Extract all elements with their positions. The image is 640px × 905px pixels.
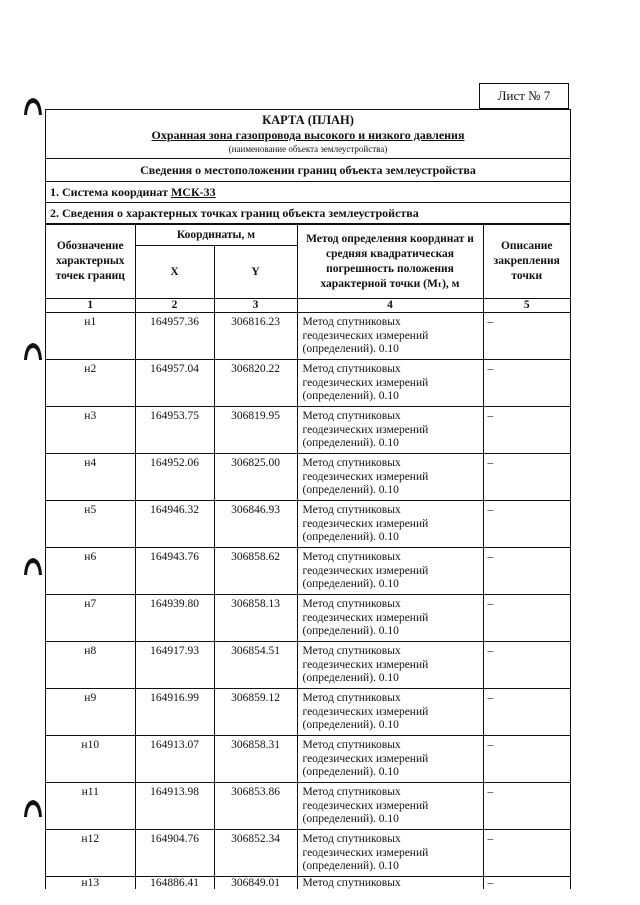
point-x: 164917.93 <box>135 642 214 689</box>
point-y: 306858.31 <box>214 736 297 783</box>
point-name: н12 <box>46 830 135 877</box>
column-number: 2 <box>135 299 214 313</box>
point-name: н11 <box>46 783 135 830</box>
point-description: – <box>483 548 570 595</box>
point-method: Метод спутниковых <box>297 877 483 890</box>
method-line: геодезических измерений <box>302 329 429 342</box>
method-line: геодезических измерений <box>302 611 429 624</box>
point-method <box>297 548 483 595</box>
method-line: Метод спутниковых <box>302 739 401 751</box>
column-number: 3 <box>214 299 297 313</box>
method-line: геодезических измерений <box>302 705 429 718</box>
method-line: геодезических измерений <box>302 752 429 765</box>
point-description: – <box>483 595 570 642</box>
coord-system-row <box>46 182 570 203</box>
method-line: Метод спутниковых <box>302 551 401 563</box>
point-name: н1 <box>46 313 135 360</box>
table-row <box>46 454 570 501</box>
point-x: 164946.32 <box>135 501 214 548</box>
column-number: 1 <box>46 299 135 313</box>
method-line: (определений). 0.10 <box>302 531 399 543</box>
table-row <box>46 736 570 783</box>
point-description: – <box>483 313 570 360</box>
method-line: геодезических измерений <box>302 376 429 389</box>
table-row <box>46 783 570 830</box>
point-y: 306859.12 <box>214 689 297 736</box>
point-description: – <box>483 689 570 736</box>
point-x: 164953.75 <box>135 407 214 454</box>
point-y: 306854.51 <box>214 642 297 689</box>
points-section-heading: 2. Сведения о характерных точках границ объекта землеустройства <box>46 203 570 224</box>
point-method <box>297 313 483 360</box>
point-name: н10 <box>46 736 135 783</box>
table-row <box>46 548 570 595</box>
method-line: геодезических измерений <box>302 658 429 671</box>
point-y: 306858.13 <box>214 595 297 642</box>
point-name: н8 <box>46 642 135 689</box>
point-description: – <box>483 407 570 454</box>
col-header-designation: Обозначение характерных точек границ <box>46 225 135 299</box>
point-y: 306846.93 <box>214 501 297 548</box>
document-title: КАРТА (ПЛАН) <box>262 113 354 127</box>
point-method <box>297 689 483 736</box>
point-name: н7 <box>46 595 135 642</box>
point-y: 306819.95 <box>214 407 297 454</box>
point-x: 164952.06 <box>135 454 214 501</box>
method-line: Метод спутниковых <box>302 598 401 610</box>
point-method <box>297 830 483 877</box>
point-y: 306849.01 <box>214 877 297 890</box>
punch-mark-icon <box>22 95 44 117</box>
point-y: 306852.34 <box>214 830 297 877</box>
method-line: Метод спутниковых <box>302 363 401 375</box>
point-method <box>297 454 483 501</box>
point-description: – <box>483 454 570 501</box>
col-header-x: X <box>135 246 214 299</box>
point-description: – <box>483 360 570 407</box>
coord-system-label: 1. Система координат <box>50 185 168 199</box>
column-number-row <box>46 299 570 313</box>
method-line: Метод спутниковых <box>302 410 401 422</box>
point-method <box>297 501 483 548</box>
point-x: 164886.41 <box>135 877 214 890</box>
method-line: Метод спутниковых <box>302 645 401 657</box>
sheet-number: Лист № 7 <box>479 83 569 109</box>
point-method <box>297 595 483 642</box>
point-name: н13 <box>46 877 135 890</box>
title-block <box>46 110 570 159</box>
point-name: н6 <box>46 548 135 595</box>
method-line: геодезических измерений <box>302 799 429 812</box>
method-line: Метод спутниковых <box>302 833 401 845</box>
point-description: – <box>483 830 570 877</box>
method-line: (определений). 0.10 <box>302 672 399 684</box>
point-method <box>297 407 483 454</box>
method-line: Метод спутниковых <box>302 316 401 328</box>
point-description: – <box>483 783 570 830</box>
point-name: н3 <box>46 407 135 454</box>
method-line: геодезических измерений <box>302 517 429 530</box>
method-line: (определений). 0.10 <box>302 437 399 449</box>
point-method <box>297 783 483 830</box>
method-line: (определений). 0.10 <box>302 719 399 731</box>
point-x: 164916.99 <box>135 689 214 736</box>
column-number: 5 <box>483 299 570 313</box>
point-x: 164939.80 <box>135 595 214 642</box>
section-heading: Сведения о местоположении границ объекта землеустройства <box>46 159 570 182</box>
method-line: (определений). 0.10 <box>302 343 399 355</box>
point-name: н9 <box>46 689 135 736</box>
method-line: (определений). 0.10 <box>302 625 399 637</box>
object-name: Охранная зона газопровода высокого и низкого давления <box>151 128 465 142</box>
method-line: (определений). 0.10 <box>302 813 399 825</box>
method-line: геодезических измерений <box>302 470 429 483</box>
table-row <box>46 501 570 548</box>
point-name: н4 <box>46 454 135 501</box>
point-description: – <box>483 736 570 783</box>
point-method <box>297 642 483 689</box>
point-method <box>297 360 483 407</box>
table-row <box>46 313 570 360</box>
map-plan-form <box>45 109 571 889</box>
table-row <box>46 877 570 890</box>
punch-mark-icon <box>22 340 44 362</box>
point-x: 164957.04 <box>135 360 214 407</box>
col-header-method: Метод определения координат и средняя квадратическая погрешность положения характерной точки (Mₜ), м <box>297 225 483 299</box>
boundary-points-table <box>46 224 570 889</box>
method-line: (определений). 0.10 <box>302 390 399 402</box>
point-method <box>297 736 483 783</box>
point-x: 164913.98 <box>135 783 214 830</box>
punch-mark-icon <box>22 555 44 577</box>
method-line: Метод спутниковых <box>302 692 401 704</box>
point-y: 306816.23 <box>214 313 297 360</box>
point-x: 164913.07 <box>135 736 214 783</box>
method-line: Метод спутниковых <box>302 457 401 469</box>
table-row <box>46 830 570 877</box>
method-line: (определений). 0.10 <box>302 860 399 872</box>
method-line: геодезических измерений <box>302 564 429 577</box>
table-row <box>46 595 570 642</box>
method-line: Метод спутниковых <box>302 786 401 798</box>
point-y: 306820.22 <box>214 360 297 407</box>
col-header-description: Описание закрепления точки <box>483 225 570 299</box>
coord-system-value: МСК-33 <box>170 185 216 199</box>
point-description: – <box>483 501 570 548</box>
method-line: (определений). 0.10 <box>302 484 399 496</box>
col-header-y: Y <box>214 246 297 299</box>
point-x: 164957.36 <box>135 313 214 360</box>
table-row <box>46 407 570 454</box>
point-x: 164943.76 <box>135 548 214 595</box>
method-line: (определений). 0.10 <box>302 578 399 590</box>
column-number: 4 <box>297 299 483 313</box>
point-y: 306858.62 <box>214 548 297 595</box>
method-line: геодезических измерений <box>302 423 429 436</box>
col-header-coordinates: Координаты, м <box>135 225 297 246</box>
method-line: (определений). 0.10 <box>302 766 399 778</box>
table-row <box>46 689 570 736</box>
method-line: Метод спутниковых <box>302 504 401 516</box>
point-description: – <box>483 642 570 689</box>
object-caption: (наименование объекта землеустройства) <box>228 144 388 154</box>
table-row <box>46 360 570 407</box>
method-line: геодезических измерений <box>302 846 429 859</box>
point-description: – <box>483 877 570 890</box>
punch-mark-icon <box>22 797 44 819</box>
point-y: 306853.86 <box>214 783 297 830</box>
point-name: н2 <box>46 360 135 407</box>
point-x: 164904.76 <box>135 830 214 877</box>
point-name: н5 <box>46 501 135 548</box>
table-row <box>46 642 570 689</box>
point-y: 306825.00 <box>214 454 297 501</box>
